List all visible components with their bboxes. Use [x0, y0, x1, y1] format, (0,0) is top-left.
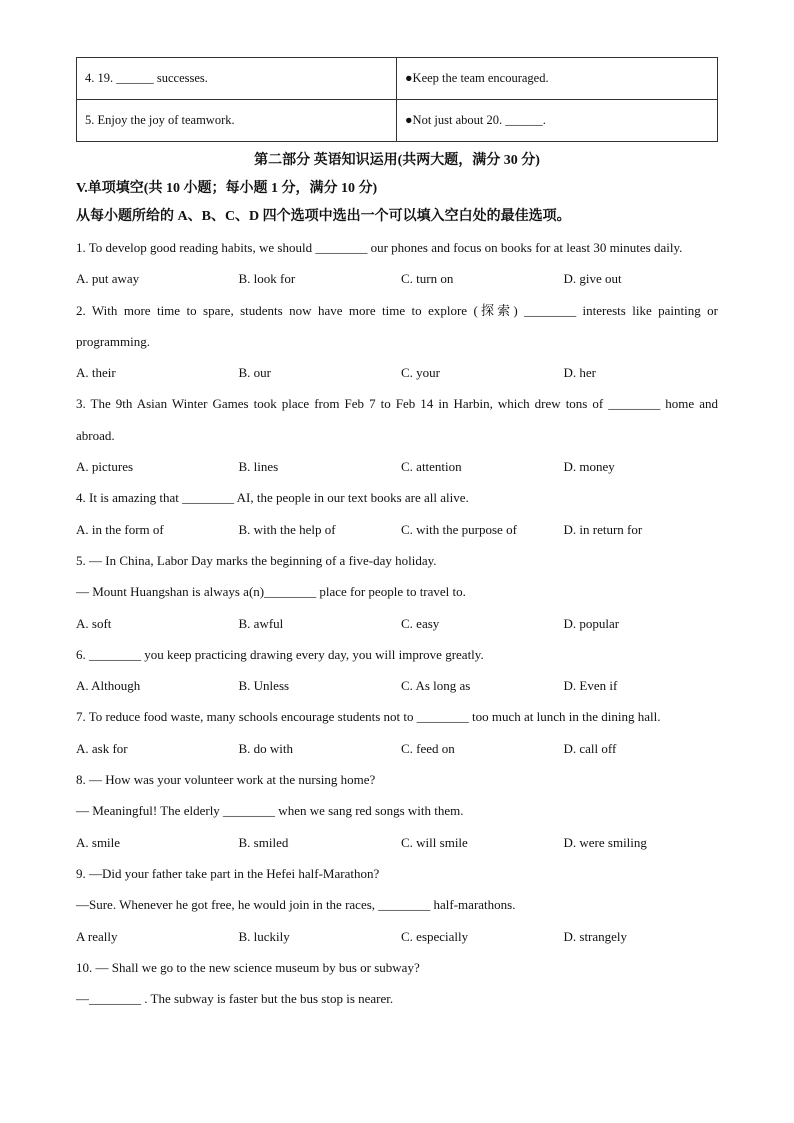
question-stem: 4. It is amazing that ________ AI, the people in our text books are all alive.	[76, 490, 469, 506]
exam-page	[76, 57, 718, 1014]
table-cell: 4. 19. ______ successes.	[77, 58, 397, 100]
option: B. our	[238, 365, 271, 381]
question-2	[76, 295, 718, 389]
table-row	[77, 58, 718, 100]
options-row	[76, 451, 718, 482]
instruction: 从每小题所给的 A、B、C、D 四个选项中选出一个可以填入空白处的最佳选项。	[76, 209, 571, 224]
option: B. Unless	[238, 678, 290, 694]
question-7	[76, 701, 718, 764]
question-8	[76, 764, 718, 858]
options-row	[76, 357, 718, 388]
question-stem: 2. With more time to spare, students now have more time to explore (探索) ________ interests like painting or programming.	[76, 302, 718, 349]
option: D. were smiling	[563, 834, 647, 850]
question-9	[76, 858, 718, 952]
section-title: V.单项填空(共 10 小题；每小题 1 分，满分 10 分)	[76, 181, 378, 196]
option: A. pictures	[76, 459, 134, 475]
options-row	[76, 263, 718, 294]
option: C. feed on	[401, 740, 455, 756]
question-4	[76, 482, 718, 545]
options-row	[76, 608, 718, 639]
option: D. her	[563, 365, 596, 381]
options-row	[76, 921, 718, 952]
question-3	[76, 388, 718, 482]
option: D. call off	[563, 740, 617, 756]
option: C. As long as	[401, 678, 471, 694]
dialogue-line: —Sure. Whenever he got free, he would join in the races, ________ half-marathons.	[76, 897, 516, 913]
table-cell: ●Not just about 20. ______.	[397, 100, 718, 142]
option: B. lines	[238, 459, 279, 475]
option: C. especially	[401, 928, 469, 944]
options-row	[76, 827, 718, 858]
options-row	[76, 670, 718, 701]
option: B. look for	[238, 271, 296, 287]
option: C. easy	[401, 615, 440, 631]
option: A really	[76, 928, 118, 944]
question-5	[76, 545, 718, 639]
option: D. money	[563, 459, 615, 475]
question-stem: 7. To reduce food waste, many schools encourage students not to ________ too much at lunch in the dining hall.	[76, 709, 661, 725]
option: D. popular	[563, 615, 620, 631]
options-row	[76, 514, 718, 545]
part-title: 第二部分 英语知识运用(共两大题，满分 30 分)	[254, 153, 540, 168]
option: C. with the purpose of	[401, 521, 517, 537]
question-stem: 1. To develop good reading habits, we should ________ our phones and focus on books for at least 30 minutes daily.	[76, 240, 683, 255]
option: A. Although	[76, 678, 141, 694]
option: D. strangely	[563, 928, 628, 944]
question-stem: 3. The 9th Asian Winter Games took place from Feb 7 to Feb 14 in Harbin, which drew tons of ________ home and abroad.	[76, 396, 718, 443]
option: A. soft	[76, 615, 112, 631]
question-stem: 6. ________ you keep practicing drawing every day, you will improve greatly.	[76, 646, 484, 662]
option: C. will smile	[401, 834, 468, 850]
option: C. your	[401, 365, 440, 381]
table-row	[77, 100, 718, 142]
table-cell: 5. Enjoy the joy of teamwork.	[77, 100, 397, 142]
dialogue-line: 9. —Did your father take part in the Hefei half-Marathon?	[76, 865, 380, 881]
dialogue-line: — Meaningful! The elderly ________ when we sang red songs with them.	[76, 803, 464, 819]
dialogue-line: —________ . The subway is faster but the bus stop is nearer.	[76, 991, 394, 1007]
option: B. do with	[238, 740, 294, 756]
dialogue-line: — Mount Huangshan is always a(n)________ place for people to travel to.	[76, 584, 466, 600]
option: B. luckily	[238, 928, 290, 944]
option: B. with the help of	[238, 521, 336, 537]
option: A. put away	[76, 271, 140, 287]
option: C. turn on	[401, 271, 454, 287]
dialogue-line: 5. — In China, Labor Day marks the beginning of a five-day holiday.	[76, 552, 437, 568]
option: D. in return for	[563, 521, 643, 537]
option: B. awful	[238, 615, 284, 631]
table-cell: ●Keep the team encouraged.	[397, 58, 718, 100]
question-10	[76, 952, 718, 1015]
question-1	[76, 232, 718, 295]
option: A. in the form of	[76, 521, 164, 537]
option: B. smiled	[238, 834, 289, 850]
options-row	[76, 733, 718, 764]
option: A. smile	[76, 834, 121, 850]
dialogue-line: 8. — How was your volunteer work at the nursing home?	[76, 772, 376, 788]
outline-table	[76, 57, 718, 142]
option: D. Even if	[563, 678, 618, 694]
dialogue-line: 10. — Shall we go to the new science museum by bus or subway?	[76, 959, 420, 975]
option: A. their	[76, 365, 116, 381]
question-6	[76, 639, 718, 702]
option: A. ask for	[76, 740, 128, 756]
option: D. give out	[563, 271, 622, 287]
option: C. attention	[401, 459, 462, 475]
